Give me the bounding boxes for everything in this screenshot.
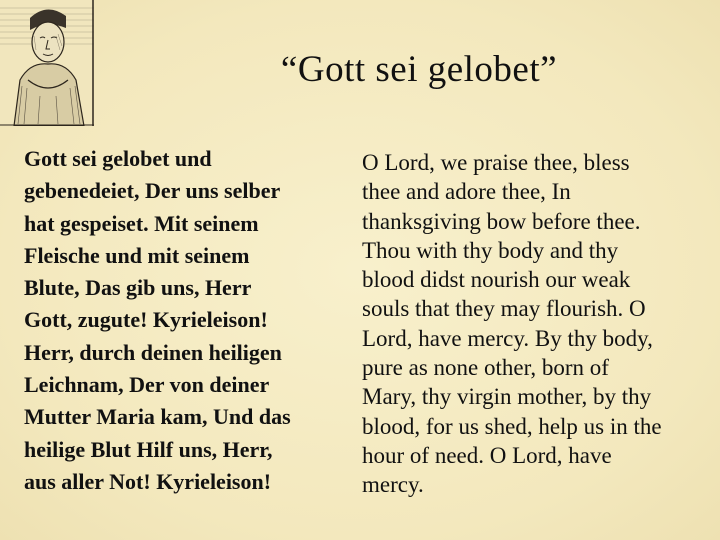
english-line: pure as none other, born of	[362, 355, 609, 381]
english-translation	[362, 148, 718, 500]
german-line: Blute, Das gib uns, Herr	[24, 275, 252, 301]
english-line: blood didst nourish our weak	[362, 267, 631, 293]
english-line: mercy.	[362, 472, 424, 498]
english-line: thee and adore thee, In	[362, 179, 571, 205]
english-line: thanksgiving bow before thee.	[362, 208, 641, 234]
german-line: gebenedeiet, Der uns selber	[24, 178, 281, 204]
german-line: aus aller Not! Kyrieleison!	[24, 468, 272, 494]
german-line: Gott, zugute! Kyrieleison!	[24, 307, 268, 333]
english-line: souls that they may flourish. O	[362, 296, 646, 322]
english-line: hour of need. O Lord, have	[362, 442, 612, 468]
english-line: blood, for us shed, help us in the	[362, 413, 662, 439]
german-line: Fleische und mit seinem	[24, 242, 250, 268]
english-line: Lord, have mercy. By thy body,	[362, 325, 653, 351]
slide-title: “Gott sei gelobet”	[280, 49, 558, 90]
german-line: hat gespeiset. Mit seinem	[24, 210, 259, 236]
english-line: Mary, thy virgin mother, by thy	[362, 384, 652, 410]
german-lyrics	[24, 143, 369, 498]
english-line: Thou with thy body and thy	[362, 237, 619, 263]
german-line: Herr, durch deinen heiligen	[24, 339, 282, 365]
german-line: Leichnam, Der von deiner	[24, 372, 270, 398]
german-line: heilige Blut Hilf uns, Herr,	[24, 436, 273, 462]
german-line: Mutter Maria kam, Und das	[24, 404, 291, 430]
german-line: Gott sei gelobet und	[24, 146, 212, 171]
english-line: O Lord, we praise thee, bless	[362, 150, 630, 175]
